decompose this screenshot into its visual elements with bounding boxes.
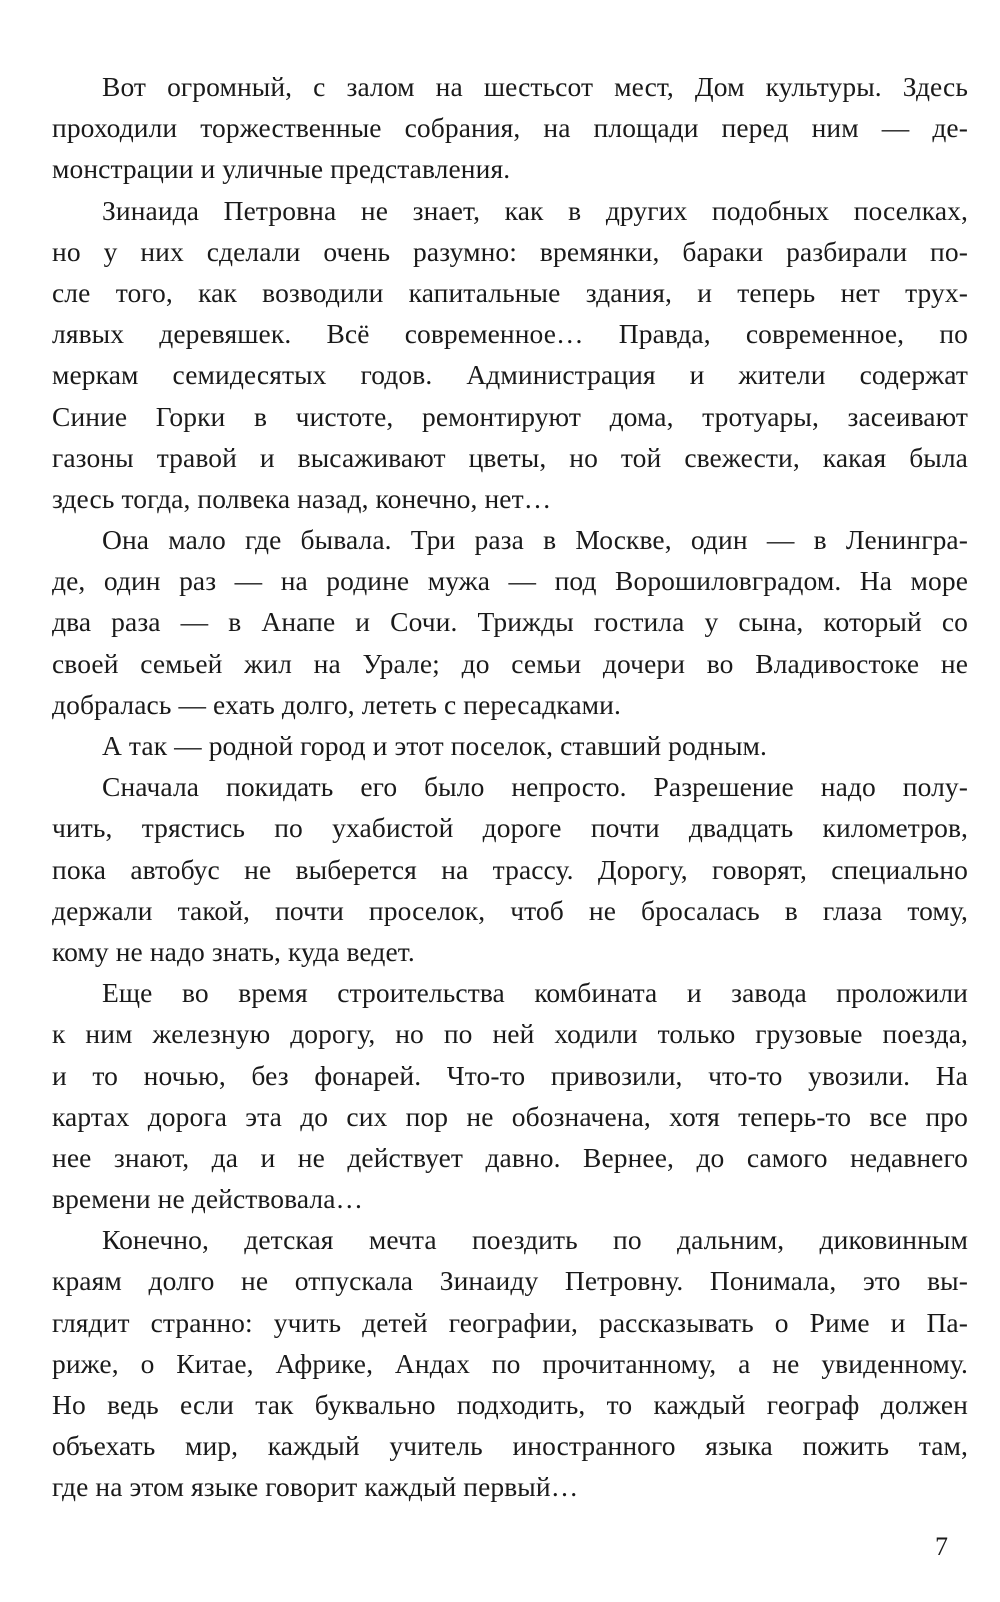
text-line: объехать мир, каждый учитель иностранного языка пожить там, — [52, 1430, 968, 1462]
page-number: 7 — [935, 1532, 948, 1561]
text-line: монстрации и уличные представления. — [52, 153, 511, 185]
text-line: Но ведь если так буквально подходить, то каждый географ должен — [52, 1389, 968, 1420]
text-line: пока автобус не выберется на трассу. Дорогу, говорят, специально — [52, 853, 968, 885]
text-line: Она мало где бывала. Три раза в Москве, один — в Ленингра- — [102, 524, 968, 556]
text-line: своей семьей жил на Урале; до семьи дочери во Владивостоке не — [52, 647, 968, 679]
text-line: где на этом языке говорит каждый первый… — [52, 1471, 579, 1503]
text-line: А так — родной город и этот поселок, ставший родным. — [102, 730, 767, 761]
text-line: краям долго не отпускала Зинаиду Петровну. Понимала, это вы- — [52, 1265, 968, 1297]
text-line: два раза — в Анапе и Сочи. Трижды гостила у сына, который со — [52, 606, 968, 638]
text-line: глядит странно: учить детей географии, рассказывать о Риме и Па- — [52, 1306, 968, 1338]
text-line: к ним железную дорогу, но по ней ходили только грузовые поезда, — [52, 1018, 968, 1050]
text-line: Конечно, детская мечта поездить по дальним, диковинным — [102, 1224, 968, 1256]
body-text — [52, 66, 968, 1508]
text-line: кому не надо знать, куда ведет. — [52, 935, 415, 967]
text-line: лявых деревяшек. Всё современное… Правда, современное, по — [52, 318, 968, 350]
text-line: держали такой, почти проселок, чтоб не бросалась в глаза тому, — [52, 894, 968, 926]
text-line: меркам семидесятых годов. Администрация и жители содержат — [52, 359, 968, 391]
text-line: чить, трястись по ухабистой дороге почти двадцать километров, — [52, 812, 968, 844]
text-line: и то ночью, без фонарей. Что-то привозили, что-то увозили. На — [52, 1059, 968, 1091]
text-line: сле того, как возводили капитальные здания, и теперь нет трух- — [52, 276, 968, 308]
text-line: но у них сделали очень разумно: времянки, бараки разбирали по- — [52, 235, 968, 267]
text-line: газоны травой и высаживают цветы, но той свежести, какая была — [52, 441, 968, 473]
text-line: де, один раз — на родине мужа — под Ворошиловградом. На море — [52, 565, 968, 597]
text-line: Зинаида Петровна не знает, как в других подобных поселках, — [102, 194, 968, 226]
text-line: добралась — ехать долго, лететь с пересадками. — [52, 688, 621, 720]
text-line: времени не действовала… — [52, 1183, 364, 1215]
text-line: Еще во время строительства комбината и завода проложили — [102, 977, 968, 1009]
text-line: Сначала покидать его было непросто. Разрешение надо полу- — [102, 771, 968, 803]
text-line: Синие Горки в чистоте, ремонтируют дома, тротуары, засеивают — [52, 400, 968, 432]
text-line: проходили торжественные собрания, на площади перед ним — де- — [52, 112, 968, 144]
text-line: Вот огромный, с залом на шестьсот мест, Дом культуры. Здесь — [102, 71, 968, 102]
text-line: картах дорога эта до сих пор не обозначена, хотя теперь-то все про — [52, 1100, 968, 1132]
text-line: риже, о Китае, Африке, Андах по прочитанному, а не увиденному. — [52, 1347, 968, 1379]
text-line: нее знают, да и не действует давно. Вернее, до самого недавнего — [52, 1141, 968, 1173]
text-line: здесь тогда, полвека назад, конечно, нет… — [52, 482, 552, 514]
